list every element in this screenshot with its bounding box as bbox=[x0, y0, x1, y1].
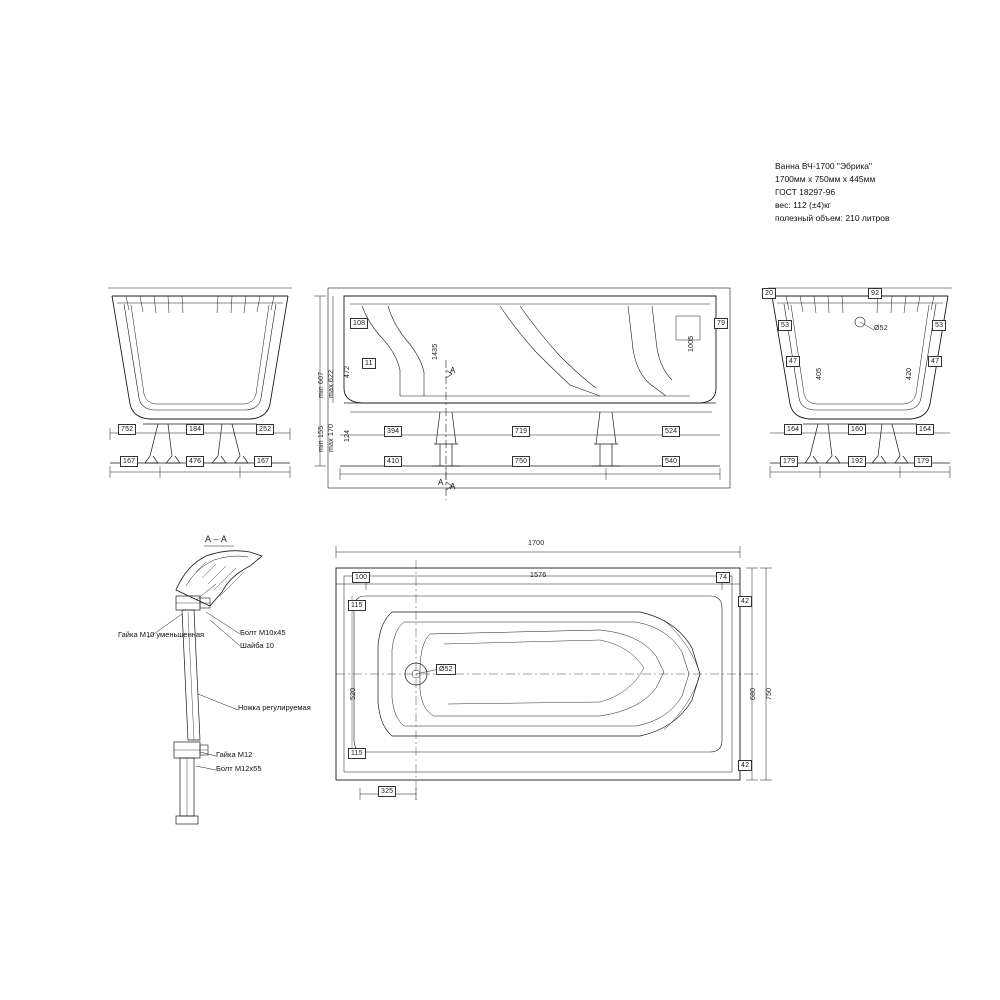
title-line-3: ГОСТ 18297-96 bbox=[775, 187, 836, 197]
dim-front-right-foot: 252 bbox=[256, 424, 274, 435]
dim-side-height-foot-max: max 170 bbox=[328, 423, 335, 452]
dim-side-top-left: 108 bbox=[350, 318, 368, 329]
dim-rear-drain: Ø52 bbox=[874, 325, 888, 332]
dim-side-run-3: 524 bbox=[662, 426, 680, 437]
dim-plan-inner-width: 520 bbox=[350, 687, 357, 700]
dim-rear-base-left: 179 bbox=[780, 456, 798, 467]
dim-plan-side-bottom: 115 bbox=[348, 748, 366, 759]
dim-rear-foot-right: 164 bbox=[916, 424, 934, 435]
detail-title-aa: A – A bbox=[205, 534, 228, 544]
dim-plan-overall-length: 1700 bbox=[528, 540, 545, 547]
dim-rear-right-edge: 53 bbox=[932, 320, 946, 331]
dim-side-height-foot-min: min 155 bbox=[318, 425, 325, 452]
callout-bolt-m10: Болт М10х45 bbox=[240, 628, 286, 637]
dim-side-run-1: 394 bbox=[384, 426, 402, 437]
dim-plan-edge-bottom: 42 bbox=[738, 760, 752, 771]
dim-front-center: 184 bbox=[186, 424, 204, 435]
dim-rear-top-left: 20 bbox=[762, 288, 776, 299]
dim-side-height-inner: 472 bbox=[344, 365, 351, 378]
dim-plan-edge-top: 42 bbox=[738, 596, 752, 607]
dim-rear-mid-right: 420 bbox=[906, 367, 913, 380]
dim-rear-left-edge: 53 bbox=[778, 320, 792, 331]
dim-plan-drain-offset: 325 bbox=[378, 786, 396, 797]
dim-side-top-right: 79 bbox=[714, 318, 728, 329]
title-line-2: 1700мм х 750мм х 445мм bbox=[775, 174, 876, 184]
dim-side-base-3: 540 bbox=[662, 456, 680, 467]
dim-rear-foot-center: 160 bbox=[848, 424, 866, 435]
dim-side-inner-right: 1005 bbox=[688, 335, 695, 352]
dim-side-height-alt: max 622 bbox=[328, 369, 335, 398]
title-line-5: полезный объем: 210 литров bbox=[775, 213, 890, 223]
dim-side-base-2: 750 bbox=[512, 456, 530, 467]
dim-side-foot-sub: 124 bbox=[344, 429, 351, 442]
dim-plan-overall-width: 750 bbox=[766, 687, 773, 700]
dim-side-inner-mark: 1435 bbox=[432, 343, 439, 360]
dim-plan-side-top: 115 bbox=[348, 600, 366, 611]
dim-rear-mid-left: 405 bbox=[816, 367, 823, 380]
dim-side-base-1: 410 bbox=[384, 456, 402, 467]
dim-side-height-total: min 607 bbox=[318, 371, 325, 398]
dim-rear-inner-left: 47 bbox=[786, 356, 800, 367]
callout-adjustable-leg: Ножка регулируемая bbox=[238, 703, 311, 712]
title-line-4: вес: 112 (±4)кг bbox=[775, 200, 831, 210]
dim-front-base-left: 167 bbox=[120, 456, 138, 467]
section-mark-bottom: A bbox=[450, 482, 456, 491]
dim-plan-drain: Ø52 bbox=[436, 664, 456, 675]
dim-front-left-foot: 752 bbox=[118, 424, 136, 435]
callout-nut-m10 bbox=[118, 630, 204, 640]
dim-rear-inner-right: 47 bbox=[928, 356, 942, 367]
dim-plan-overall-width-inner: 680 bbox=[750, 687, 757, 700]
section-mark-label-left: A bbox=[438, 478, 444, 487]
dim-side-run-2: 719 bbox=[512, 426, 530, 437]
dim-plan-edge-right: 74 bbox=[716, 572, 730, 583]
dim-side-inner-left: 11 bbox=[362, 358, 376, 369]
dim-front-base-center: 476 bbox=[186, 456, 204, 467]
dim-rear-top-right: 92 bbox=[868, 288, 882, 299]
dim-rear-base-right: 179 bbox=[914, 456, 932, 467]
dim-front-base-right: 167 bbox=[254, 456, 272, 467]
callout-nut-m12: Гайка М12 bbox=[216, 750, 253, 759]
dim-plan-inner-length: 1576 bbox=[530, 572, 547, 579]
dim-rear-base-center: 192 bbox=[848, 456, 866, 467]
callout-nut-m10-text: Гайка М10 уменьшенная bbox=[118, 630, 205, 639]
dim-plan-edge-left: 100 bbox=[352, 572, 370, 583]
callout-washer-10: Шайба 10 bbox=[240, 641, 274, 650]
dim-rear-foot-left: 164 bbox=[784, 424, 802, 435]
section-mark-top: A bbox=[450, 366, 456, 375]
callout-bolt-m12: Болт М12х55 bbox=[216, 764, 262, 773]
title-block bbox=[775, 160, 890, 225]
title-line-1: Ванна ВЧ-1700 "Эбрика" bbox=[775, 161, 873, 171]
